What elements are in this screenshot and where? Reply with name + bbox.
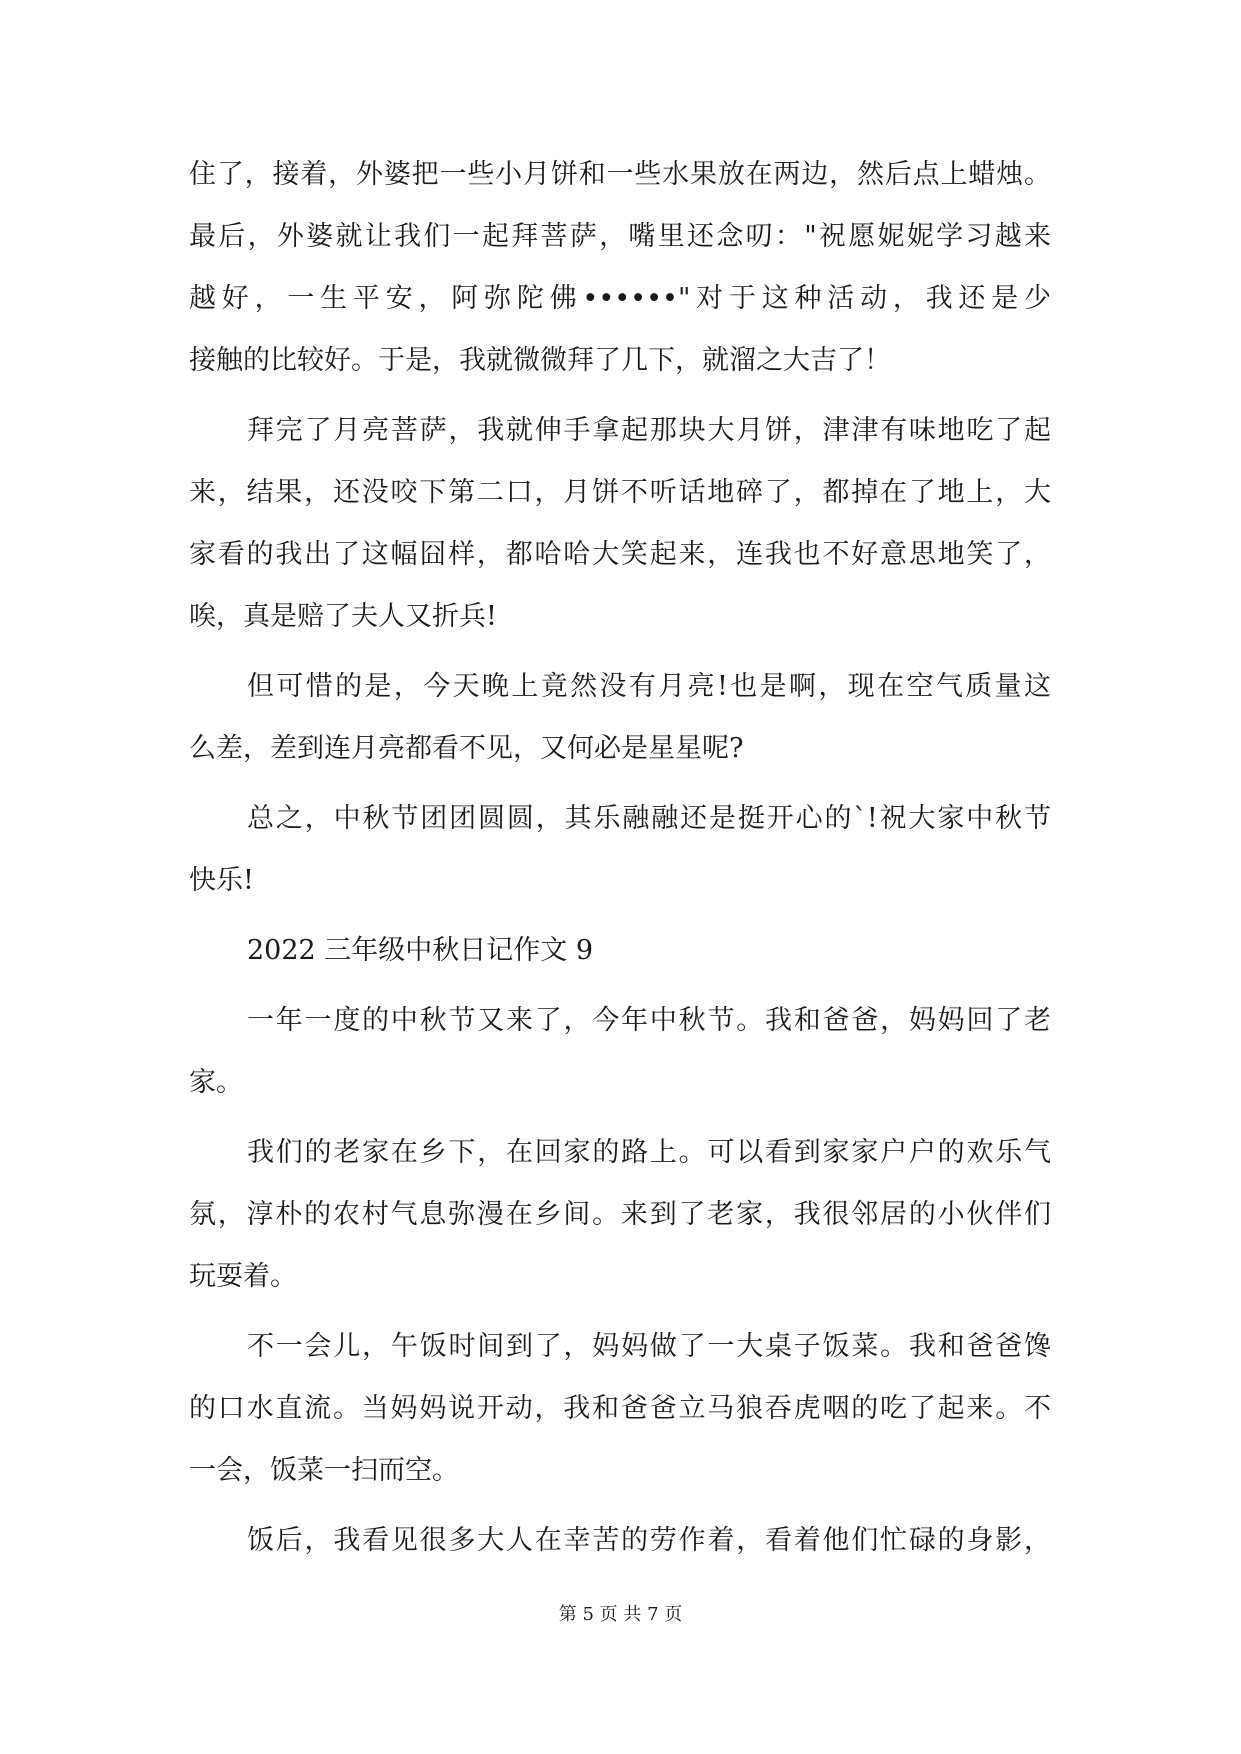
- text-line: 拜完了月亮菩萨，我就伸手拿起那块大月饼，津津有味地吃了起: [247, 415, 1051, 446]
- page-number: 第 5 页 共 7 页: [558, 1604, 683, 1625]
- text-line: 饭后，我看见很多大人在幸苦的劳作着，看着他们忙碌的身影，: [247, 1525, 1051, 1556]
- text-line: 总之，中秋节团团圆圆，其乐融融还是挺开心的`!祝大家中秋节: [247, 803, 1051, 834]
- text-line: 唉，真是赔了夫人又折兵!: [189, 601, 497, 632]
- text-line: 住了，接着，外婆把一些小月饼和一些水果放在两边，然后点上蜡烛。: [189, 159, 1051, 190]
- text-line: 越好，一生平安，阿弥陀佛••••••"对于这种活动，我还是少: [189, 283, 1051, 314]
- text-line: 家。: [189, 1067, 243, 1098]
- text-line: 家看的我出了这幅囧样，都哈哈大笑起来，连我也不好意思地笑了，: [189, 539, 1051, 570]
- text-line: 来，结果，还没咬下第二口，月饼不听话地碎了，都掉在了地上，大: [189, 477, 1051, 508]
- text-line: 快乐!: [189, 865, 254, 896]
- text-line: 最后，外婆就让我们一起拜菩萨，嘴里还念叨："祝愿妮妮学习越来: [189, 221, 1051, 252]
- text-line: 接触的比较好。于是，我就微微拜了几下，就溜之大吉了！: [189, 345, 891, 376]
- page-footer: [0, 1603, 1241, 1627]
- text-line: 氛，淳朴的农村气息弥漫在乡间。来到了老家，我很邻居的小伙伴们: [189, 1199, 1051, 1230]
- text-line: 的口水直流。当妈妈说开动，我和爸爸立马狼吞虎咽的吃了起来。不: [189, 1393, 1051, 1424]
- text-line: 么差，差到连月亮都看不见，又何必是星星呢?: [189, 733, 744, 764]
- text-line: 不一会儿，午饭时间到了，妈妈做了一大桌子饭菜。我和爸爸馋: [247, 1331, 1051, 1362]
- text-line: 一会，饭菜一扫而空。: [189, 1455, 459, 1486]
- text-line: 我们的老家在乡下，在回家的路上。可以看到家家户户的欢乐气: [247, 1137, 1051, 1168]
- section-heading: 2022 三年级中秋日记作文 9: [247, 935, 594, 966]
- text-line: 但可惜的是，今天晚上竟然没有月亮!也是啊，现在空气质量这: [247, 671, 1051, 702]
- text-line: 玩耍着。: [189, 1261, 297, 1292]
- text-line: 一年一度的中秋节又来了，今年中秋节。我和爸爸，妈妈回了老: [247, 1005, 1051, 1036]
